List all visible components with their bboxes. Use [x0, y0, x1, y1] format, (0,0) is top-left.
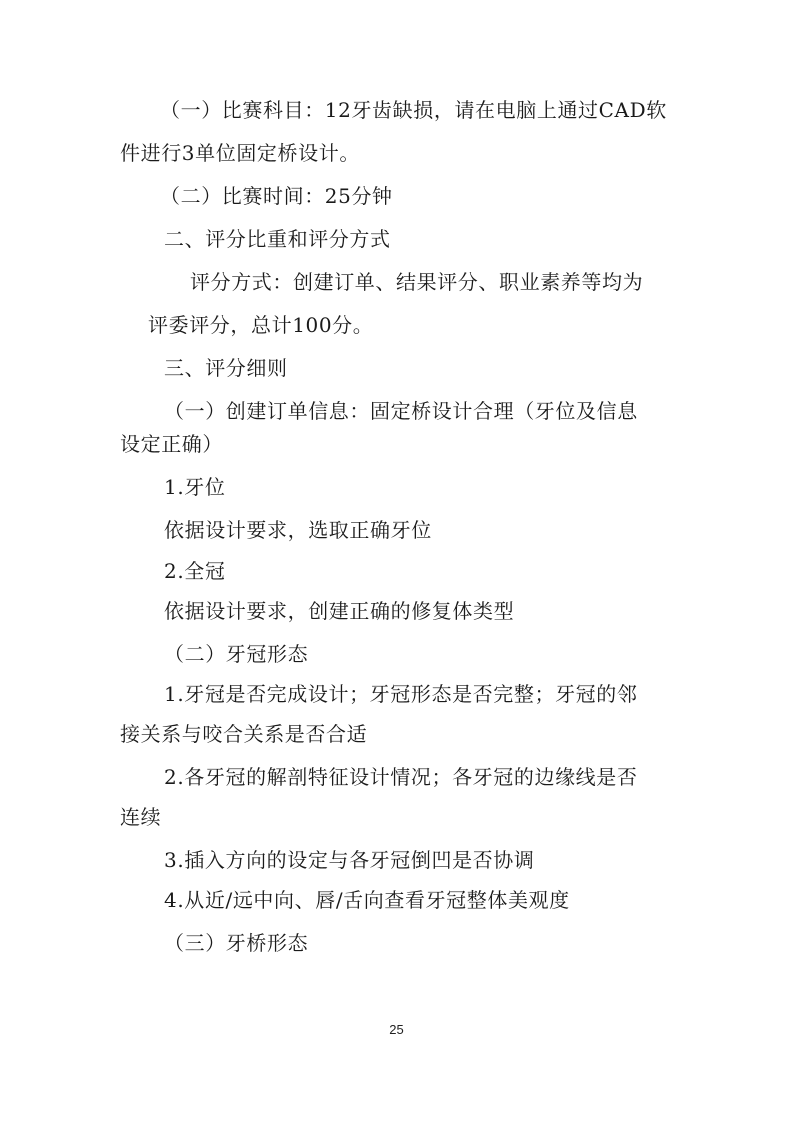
section-heading: 三、评分细则 — [164, 356, 288, 380]
text-line: （二）比赛时间：25分钟 — [160, 184, 393, 208]
subsection-heading: （三）牙桥形态 — [164, 931, 309, 955]
page-number: 25 — [389, 1022, 404, 1037]
text-line: 依据设计要求，创建正确的修复体类型 — [164, 599, 515, 623]
text-line: 3.插入方向的设定与各牙冠倒凹是否协调 — [164, 848, 535, 872]
text-line: 4.从近/远中向、唇/舌向查看牙冠整体美观度 — [164, 888, 570, 912]
text-line: 1.牙位 — [164, 475, 226, 499]
text-line: 依据设计要求，选取正确牙位 — [164, 518, 432, 542]
text-line: （一）创建订单信息：固定桥设计合理（牙位及信息 — [164, 399, 638, 423]
text-line: 2.全冠 — [164, 559, 226, 583]
text-line: 2.各牙冠的解剖特征设计情况；各牙冠的边缘线是否 — [164, 765, 638, 789]
text-line: 接关系与咬合关系是否合适 — [120, 722, 368, 746]
text-line: 件进行3单位固定桥设计。 — [120, 141, 360, 165]
subsection-heading: （二）牙冠形态 — [164, 642, 309, 666]
text-line: 设定正确） — [120, 432, 223, 456]
section-heading: 二、评分比重和评分方式 — [164, 227, 391, 251]
text-line: 连续 — [120, 805, 162, 829]
text-line: 评委评分，总计100分。 — [148, 313, 374, 337]
text-line: 1.牙冠是否完成设计；牙冠形态是否完整；牙冠的邻 — [164, 682, 638, 706]
text-line: 评分方式：创建订单、结果评分、职业素养等均为 — [190, 270, 644, 294]
text-line: （一）比赛科目：12牙齿缺损，请在电脑上通过CAD软 — [160, 98, 667, 122]
